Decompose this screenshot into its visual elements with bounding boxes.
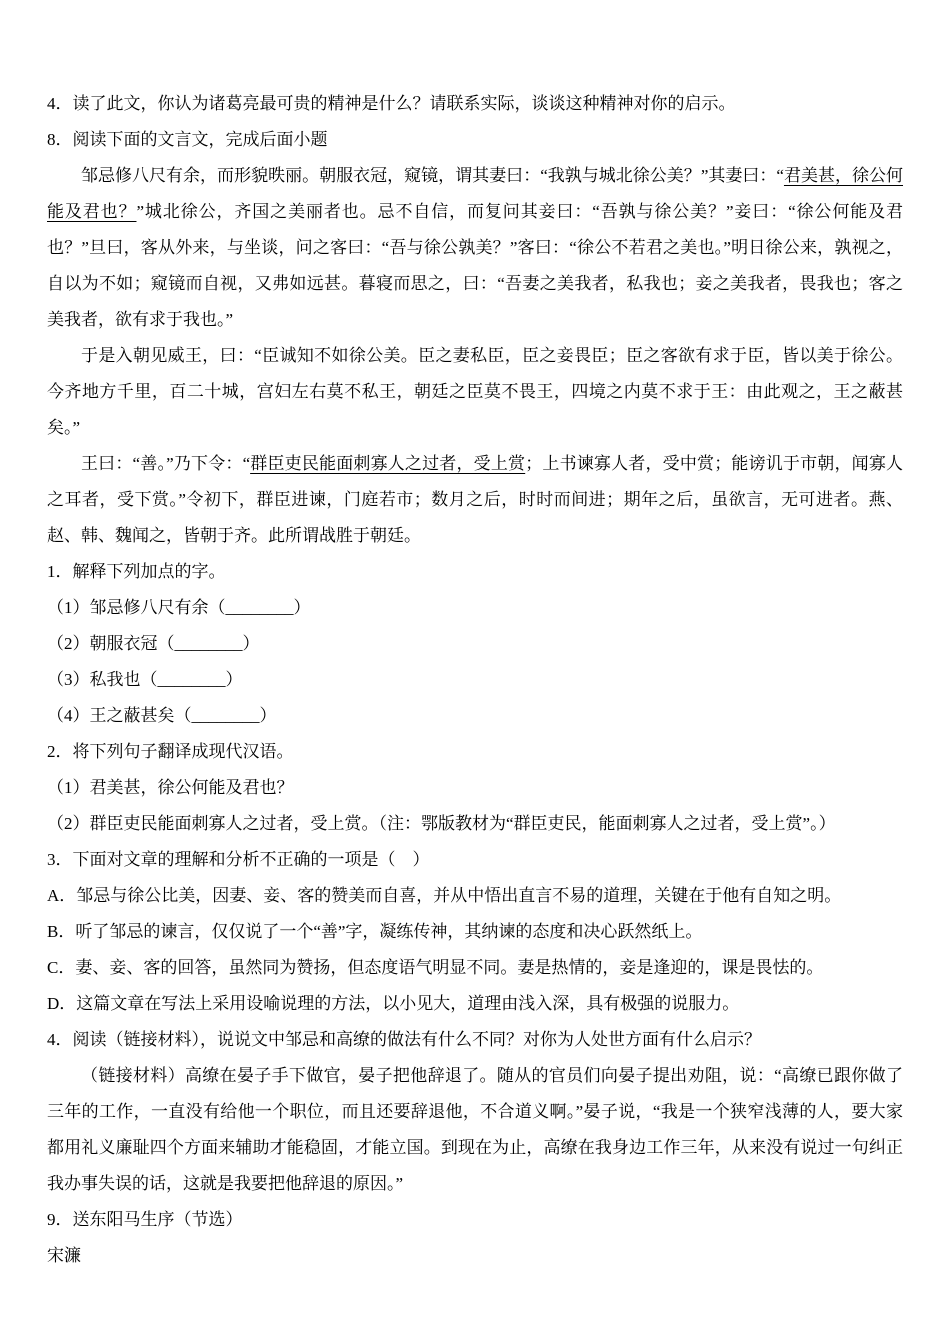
underlined-sentence-1: 君美甚，徐公何能及君也？ xyxy=(47,166,904,221)
fill-blank-item-2: （2）朝服衣冠（________） xyxy=(47,634,260,653)
passage-text: ”城北徐公，齐国之美丽者也。忌不自信，而复问其妾曰：“吾孰与徐公美？”妾曰：“徐公何能及君也？”旦曰，客从外来，与坐谈，问之客曰：“吾与徐公孰美？”客曰：“徐公不若君之美也。”明日徐公来，孰视之，自以为不如；窥镜而自视，又弗如远甚。暮寝而思之，曰：“吾妻之美我者，私我也；妾之美我者，畏我也；客之美我者，欲有求于我也。” xyxy=(47,202,904,329)
passage-paragraph-3 xyxy=(47,446,903,554)
option-a: A．邹忌与徐公比美，因妻、妾、客的赞美而自喜，并从中悟出直言不易的道理，关键在于他有自知之明。 xyxy=(47,886,842,905)
passage-paragraph-1 xyxy=(47,158,903,338)
option-d: D．这篇文章在写法上采用设喻说理的方法，以小见大，道理由浅入深，具有极强的说服力。 xyxy=(47,994,740,1013)
sub-question-4-stem: 4．阅读（链接材料），说说文中邹忌和高缭的做法有什么不同？对你为人处世方面有什么启示？ xyxy=(47,1030,761,1049)
passage-text: 邹忌修八尺有余，而形貌昳丽。朝服衣冠，窥镜，谓其妻曰：“我孰与城北徐公美？”其妻曰：“ xyxy=(81,166,784,185)
passage-paragraph-2: 于是入朝见威王，曰：“臣诚知不如徐公美。臣之妻私臣，臣之妾畏臣；臣之客欲有求于臣，皆以美于徐公。今齐地方千里，百二十城，宫妇左右莫不私王，朝廷之臣莫不畏王，四境之内莫不求于王：由此观之，王之蔽甚矣。” xyxy=(47,346,903,437)
passage-text: ；上书谏寡人者，受中赏；能谤讥于市朝，闻寡人之耳者，受下赏。”令初下，群臣进谏，门庭若市；数月之后，时时而间进；期年之后，虽欲言，无可进者。燕、赵、韩、魏闻之，皆朝于齐。此所谓战胜于朝廷。 xyxy=(47,454,903,545)
option-b: B．听了邹忌的谏言，仅仅说了一个“善”字，凝练传神，其纳谏的态度和决心跃然纸上。 xyxy=(47,922,703,941)
question-9-heading: 9．送东阳马生序（节选） xyxy=(47,1210,243,1229)
translation-item-2: （2）群臣吏民能面刺寡人之过者，受上赏。（注：鄂版教材为“群臣吏民，能面刺寡人之过者，受上赏”。） xyxy=(47,814,836,833)
translation-item-1: （1）君美甚，徐公何能及君也？ xyxy=(47,778,294,797)
passage-text: 王曰：“善。”乃下令：“ xyxy=(81,454,251,473)
sub-question-3-stem: 3．下面对文章的理解和分析不正确的一项是（ ） xyxy=(47,850,430,869)
author-name: 宋濂 xyxy=(47,1246,81,1265)
question-8-heading: 8．阅读下面的文言文，完成后面小题 xyxy=(47,130,328,149)
fill-blank-item-1: （1）邹忌修八尺有余（________） xyxy=(47,598,311,617)
option-c: C．妻、妾、客的回答，虽然同为赞扬，但态度语气明显不同。妻是热情的，妾是逢迎的，课是畏怯的。 xyxy=(47,958,824,977)
sub-question-2-stem: 2．将下列句子翻译成现代汉语。 xyxy=(47,742,294,761)
underlined-sentence-2: 群臣吏民能面刺寡人之过者，受上赏 xyxy=(250,454,526,473)
fill-blank-item-3: （3）私我也（________） xyxy=(47,670,243,689)
sub-question-1-stem: 1．解释下列加点的字。 xyxy=(47,562,226,581)
fill-blank-item-4: （4）王之蔽甚矣（________） xyxy=(47,706,277,725)
link-material-paragraph: （链接材料）高缭在晏子手下做官，晏子把他辞退了。随从的官员们向晏子提出劝阻，说：“高缭已跟你做了三年的工作，一直没有给他一个职位，而且还要辞退他，不合道义啊。”晏子说，“我是一个狭窄浅薄的人，要大家都用礼义廉耻四个方面来辅助才能稳固，才能立国。到现在为止，高缭在我身边工作三年，从来没有说过一句纠正我办事失误的话，这就是我要把他辞退的原因。” xyxy=(47,1066,903,1193)
question-4-previous-passage: 4．读了此文，你认为诸葛亮最可贵的精神是什么？请联系实际，谈谈这种精神对你的启示。 xyxy=(47,94,736,113)
